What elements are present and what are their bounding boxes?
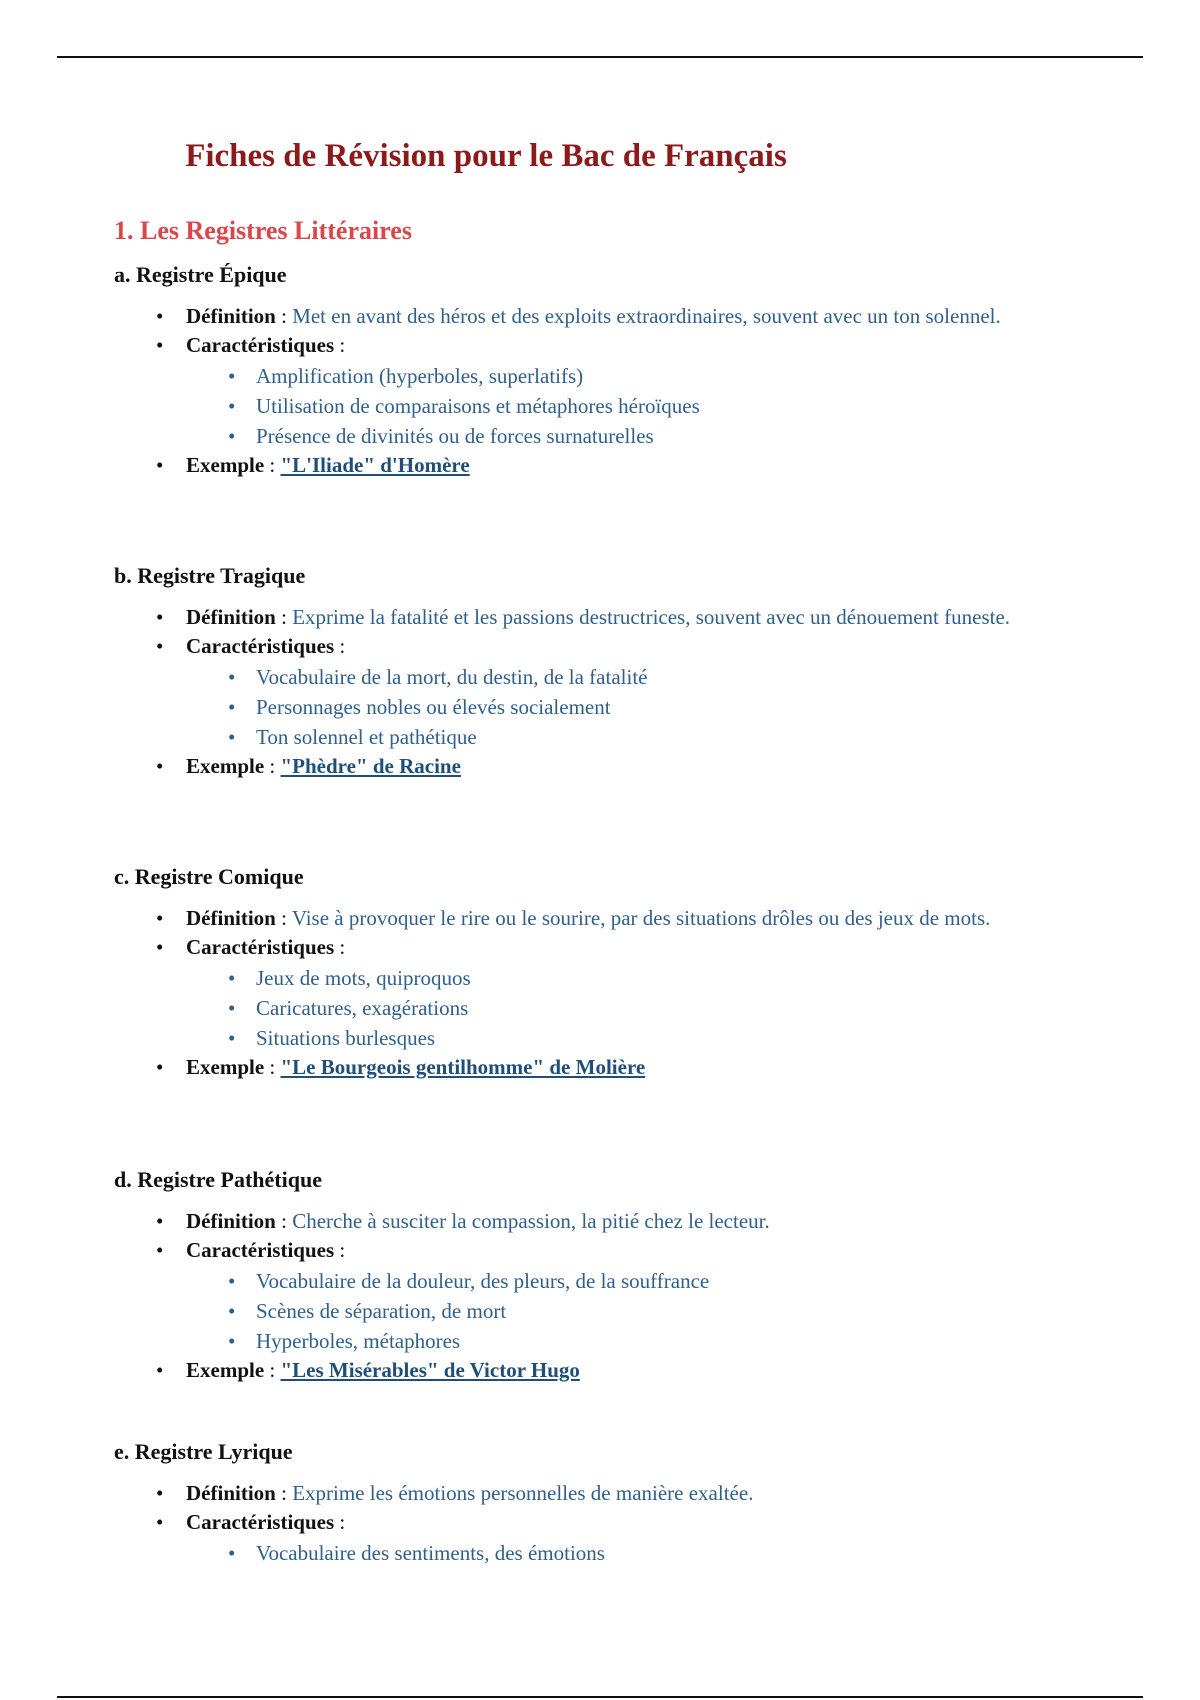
caracteristiques-label: Caractéristiques: [186, 1510, 335, 1534]
list-item: • Situations burlesques: [256, 1023, 1074, 1053]
exemple-label: Exemple: [186, 453, 265, 477]
list-item: • Vocabulaire de la mort, du destin, de la fatalité: [256, 662, 1074, 692]
caracteristiques-label: Caractéristiques: [186, 935, 335, 959]
definition-text: Vise à provoquer le rire ou le sourire, par des situations drôles ou des jeux de mots.: [291, 906, 991, 930]
definition-item: • Définition : Cherche à susciter la compassion, la pitié chez le lecteur.: [186, 1207, 1074, 1236]
section-heading: 1. Les Registres Littéraires: [114, 216, 412, 245]
list-item: • Caricatures, exagérations: [256, 993, 1074, 1023]
exemple-item: • Exemple : "Les Misérables" de Victor Hugo: [186, 1356, 1074, 1385]
definition-text: Cherche à susciter la compassion, la pitié chez le lecteur.: [292, 1209, 770, 1233]
list-item: • Ton solennel et pathétique: [256, 722, 1074, 752]
exemple-label: Exemple: [186, 1055, 265, 1079]
caracteristiques-item: • Caractéristiques : • Vocabulaire des sentiments, des émotions: [186, 1508, 1074, 1568]
list-item: • Scènes de séparation, de mort: [256, 1296, 1074, 1326]
list-item: • Présence de divinités ou de forces surnaturelles: [256, 421, 1074, 451]
exemple-label: Exemple: [186, 754, 265, 778]
exemple-item: • Exemple : "L'Iliade" d'Homère: [186, 451, 1074, 480]
bottom-rule: [57, 1696, 1143, 1698]
registre-pathetique: [114, 1165, 1074, 1385]
caracteristiques-label: Caractéristiques: [186, 1238, 335, 1262]
definition-item: • Définition : Vise à provoquer le rire ou le sourire, par des situations drôles ou des jeux de mots.: [186, 904, 1074, 933]
caracteristiques-label: Caractéristiques: [186, 634, 335, 658]
definition-item: • Définition : Exprime la fatalité et les passions destructrices, souvent avec un dénouement funeste.: [186, 603, 1074, 632]
caracteristiques-item: • Caractéristiques : • Jeux de mots, quiproquos • Caricatures, exagérations • Situations burlesques: [186, 933, 1074, 1053]
definition-text: Exprime les émotions personnelles de manière exaltée.: [292, 1481, 754, 1505]
registre-epique: [114, 260, 1074, 480]
exemple-link[interactable]: "Les Misérables" de Victor Hugo: [280, 1358, 580, 1382]
definition-item: • Définition : Met en avant des héros et des exploits extraordinaires, souvent avec un ton solennel.: [186, 302, 1074, 331]
caracteristiques-item: • Caractéristiques : • Vocabulaire de la mort, du destin, de la fatalité • Personnages nobles ou élevés socialement • Ton solennel et pathétique: [186, 632, 1074, 752]
registre-heading: b. Registre Tragique: [114, 563, 306, 588]
registre-heading: a. Registre Épique: [114, 262, 287, 287]
registre-heading: e. Registre Lyrique: [114, 1439, 293, 1464]
caracteristiques-item: • Caractéristiques : • Amplification (hyperboles, superlatifs) • Utilisation de comparaisons et métaphores héroïques • Présence de divinités ou de forces surnaturelles: [186, 331, 1074, 451]
definition-label: Définition: [186, 1209, 276, 1233]
definition-label: Définition: [186, 906, 276, 930]
list-item: • Vocabulaire de la douleur, des pleurs, de la souffrance: [256, 1266, 1074, 1296]
registre-heading: d. Registre Pathétique: [114, 1167, 322, 1192]
list-item: • Vocabulaire des sentiments, des émotions: [256, 1538, 1074, 1568]
list-item: • Hyperboles, métaphores: [256, 1326, 1074, 1356]
definition-text: Met en avant des héros et des exploits extraordinaires, souvent avec un ton solennel.: [292, 304, 1001, 328]
list-item: • Personnages nobles ou élevés socialement: [256, 692, 1074, 722]
list-item: • Utilisation de comparaisons et métaphores héroïques: [256, 391, 1074, 421]
caracteristiques-item: • Caractéristiques : • Vocabulaire de la douleur, des pleurs, de la souffrance • Scènes de séparation, de mort • Hyperboles, métaphores: [186, 1236, 1074, 1356]
registre-tragique: [114, 561, 1074, 781]
definition-item: • Définition : Exprime les émotions personnelles de manière exaltée.: [186, 1479, 1074, 1508]
definition-label: Définition: [186, 605, 276, 629]
exemple-link[interactable]: "Phèdre" de Racine: [280, 754, 461, 778]
definition-label: Définition: [186, 1481, 276, 1505]
page-title: Fiches de Révision pour le Bac de Français: [185, 138, 787, 174]
registre-heading: c. Registre Comique: [114, 864, 304, 889]
exemple-item: • Exemple : "Phèdre" de Racine: [186, 752, 1074, 781]
top-rule: [57, 56, 1143, 58]
registre-comique: [114, 862, 1074, 1082]
exemple-label: Exemple: [186, 1358, 265, 1382]
definition-text: Exprime la fatalité et les passions destructrices, souvent avec un dénouement funeste.: [292, 605, 1011, 629]
exemple-link[interactable]: "Le Bourgeois gentilhomme" de Molière: [280, 1055, 646, 1079]
list-item: • Jeux de mots, quiproquos: [256, 963, 1074, 993]
exemple-link[interactable]: "L'Iliade" d'Homère: [280, 453, 470, 477]
exemple-item: • Exemple : "Le Bourgeois gentilhomme" de Molière: [186, 1053, 1074, 1082]
definition-label: Définition: [186, 304, 276, 328]
registre-lyrique: [114, 1437, 1074, 1568]
caracteristiques-label: Caractéristiques: [186, 333, 335, 357]
list-item: • Amplification (hyperboles, superlatifs): [256, 361, 1074, 391]
